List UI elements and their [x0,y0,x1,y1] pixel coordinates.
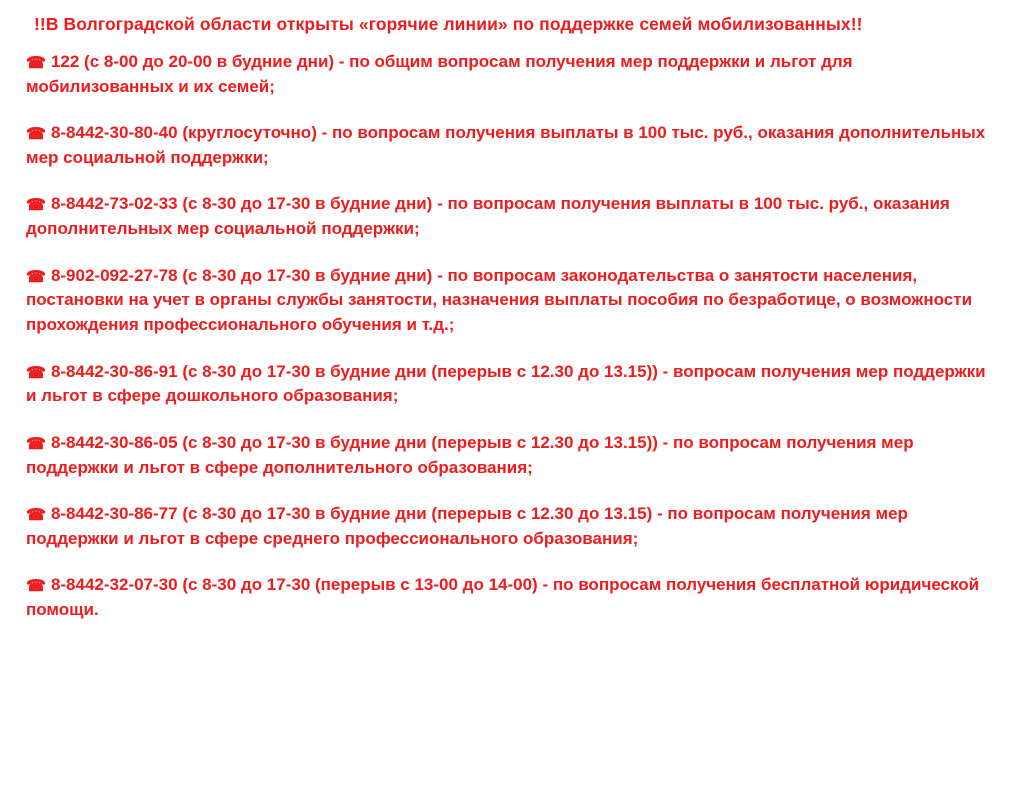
telephone-icon: ☎ [26,364,46,382]
hotline-number: 8-8442-32-07-30 [50,575,178,595]
hotline-description: (с 8-30 до 17-30 в будние дни (перерыв с 12.30 до 13.15) - по вопросам получения мер поддержки и льгот в сфере среднего профессионального образования; [26,504,908,548]
hotline-description: (с 8-30 до 17-30 в будние дни) - по вопросам получения выплаты в 100 тыс. руб., оказания дополнительных мер социальной поддержки; [26,194,950,239]
telephone-icon: ☎ [26,268,46,286]
hotline-number: 8-8442-30-86-91 [50,361,178,381]
hotline-entry [26,431,1000,480]
hotline-description: (с 8-30 до 17-30 в будние дни) - по вопросам законодательства о занятости населения, постановки на учет в органы службы занятости, назначения выплаты пособия по безработице, о возможности прохождения профессионального обучения и т.д.; [26,265,973,334]
hotline-number: 8-8442-73-02-33 [50,194,178,214]
telephone-icon: ☎ [26,435,46,453]
hotline-entry [26,50,1000,99]
hotline-description: (с 8-30 до 17-30 в будние дни (перерыв с 12.30 до 13.15)) - вопросам получения мер поддержки и льгот в сфере дошкольного образования; [26,361,986,406]
hotline-description: (с 8-30 до 17-30 (перерыв с 13-00 до 14-00) - по вопросам получения бесплатной юридической помощи. [26,575,980,620]
hotline-entry [26,573,1000,622]
telephone-icon: ☎ [26,54,46,72]
hotline-entry [26,360,1000,409]
hotline-description: (с 8-30 до 17-30 в будние дни (перерыв с 12.30 до 13.15)) - по вопросам получения мер поддержки и льгот в сфере дополнительного образования; [26,432,914,477]
telephone-icon: ☎ [26,126,46,144]
hotline-number: 122 [50,51,80,71]
hotline-number: 8-8442-30-86-05 [50,432,178,452]
hotline-number: 8-8442-30-80-40 [50,123,178,143]
page-title: !!В Волгоградской области открыты «горячие линии» по поддержке семей мобилизованных!! [34,14,863,34]
hotline-entry [26,264,1000,338]
hotline-entry [26,502,1000,551]
hotline-entry [26,192,1000,241]
hotline-number: 8-8442-30-86-77 [50,504,178,524]
hotline-entry [26,121,1000,170]
telephone-icon: ☎ [26,197,46,215]
hotline-description: (круглосуточно) - по вопросам получения выплаты в 100 тыс. руб., оказания дополнительных мер социальной поддержки; [26,123,986,167]
hotline-number: 8-902-092-27-78 [50,265,178,285]
telephone-icon: ☎ [26,578,46,596]
hotline-description: (с 8-00 до 20-00 в будние дни) - по общим вопросам получения мер поддержки и льгот для мобилизованных и их семей; [26,51,853,96]
telephone-icon: ☎ [26,507,46,525]
